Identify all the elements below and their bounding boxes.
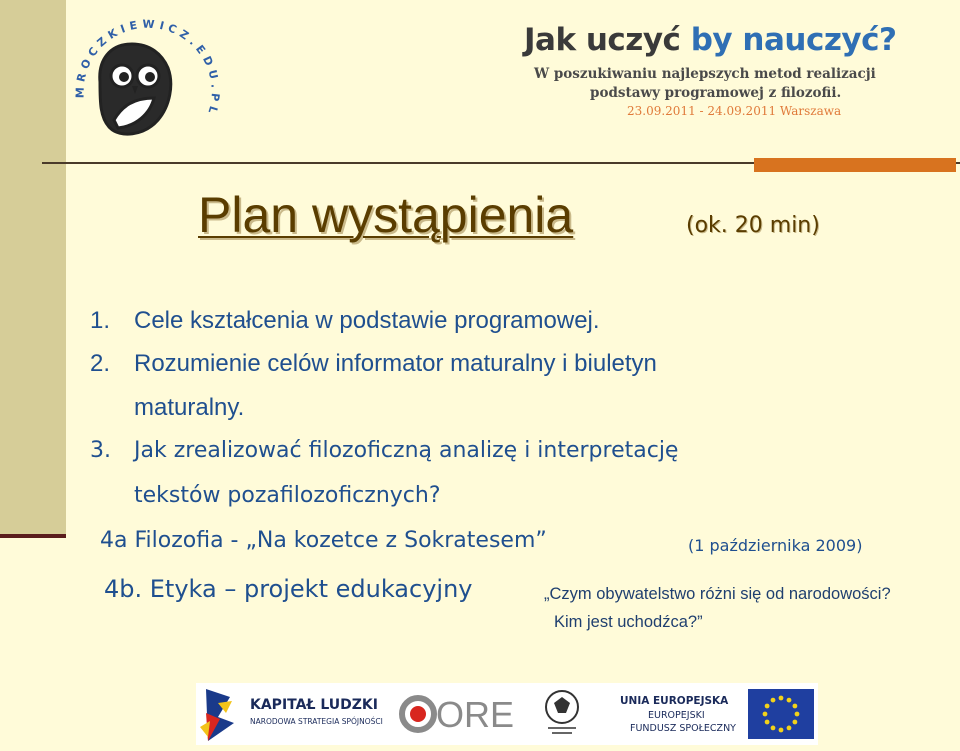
eu-star-icon — [779, 728, 784, 733]
eu-star-icon — [765, 720, 770, 725]
agenda-item-3-continuation: tekstów pozafilozoficznych? — [134, 483, 441, 508]
conference-date: 23.09.2011 - 24.09.2011 Warszawa — [627, 104, 842, 118]
footer-logo-bar — [196, 683, 818, 745]
header-orange-bar — [754, 158, 956, 172]
ue-line-3: FUNDUSZ SPOŁECZNY — [630, 723, 736, 734]
agenda-item-4b-question-1: „Czym obywatelstwo różni się od narodowości? — [544, 585, 891, 603]
eagle-emblem-icon — [532, 683, 592, 745]
owl-icon — [70, 10, 230, 150]
agenda-item-2-text: Rozumienie celów informator maturalny i biuletyn — [134, 350, 657, 377]
ore-logo — [396, 683, 515, 745]
kapital-ludzki-title: KAPITAŁ LUDZKI — [250, 697, 378, 713]
agenda-item-2-number: 2. — [90, 350, 111, 377]
kapital-ludzki-logo — [198, 683, 388, 745]
unia-europejska-logo — [620, 683, 816, 745]
left-decorative-band — [0, 0, 66, 536]
eu-star-icon — [795, 712, 800, 717]
eu-star-icon — [787, 698, 792, 703]
agenda-item-4a-note: (1 października 2009) — [688, 536, 863, 555]
conference-title — [524, 22, 954, 62]
kapital-ludzki-subtitle: NARODOWA STRATEGIA SPÓJNOŚCI — [250, 717, 383, 726]
conference-title-part2: by nauczyć? — [690, 22, 897, 58]
agenda-item-4b: 4b. Etyka – projekt edukacyjny — [104, 575, 473, 603]
agenda-item-4b-question-2: Kim jest uchodźca?” — [554, 613, 703, 631]
agenda-item-2-continuation: maturalny. — [134, 394, 245, 421]
eu-star-icon — [771, 698, 776, 703]
ue-line-1: UNIA EUROPEJSKA — [620, 695, 729, 707]
agenda-item-1-number: 1. — [90, 307, 111, 334]
agenda-item-4a: 4a Filozofia - „Na kozetce z Sokratesem” — [100, 528, 547, 553]
left-accent-line — [0, 534, 66, 538]
eu-star-icon — [787, 726, 792, 731]
conference-subtitle-line2: podstawy programowej z filozofii. — [590, 85, 842, 101]
slide-title: Plan wystąpienia — [198, 187, 574, 243]
mroczkiewicz-logo — [70, 10, 230, 150]
logo-ring-text: MROCZKIEWICZ.EDU.PL — [73, 17, 222, 120]
agenda-item-3-text: Jak zrealizować filozoficzną analizę i interpretację — [134, 438, 679, 463]
agenda-item-1 — [90, 307, 600, 334]
kapital-ludzki-emblem-icon — [198, 683, 244, 745]
ue-line-2: EUROPEJSKI — [648, 710, 705, 721]
eu-star-icon — [763, 712, 768, 717]
agenda-item-3-number: 3. — [90, 438, 111, 463]
eu-star-icon — [779, 696, 784, 701]
conference-subtitle-line1: W poszukiwaniu najlepszych metod realizacji — [534, 66, 876, 82]
agenda-item-2 — [90, 350, 657, 377]
agenda-item-3 — [90, 440, 678, 462]
conference-title-part1: Jak uczyć — [524, 22, 681, 58]
ore-logo-graphic — [396, 683, 515, 745]
eu-star-icon — [765, 704, 770, 709]
eu-star-icon — [793, 720, 798, 725]
agenda-item-1-text: Cele kształcenia w podstawie programowej. — [134, 307, 600, 334]
eu-flag-icon — [748, 689, 814, 739]
eu-star-icon — [771, 726, 776, 731]
ore-text: ORE — [436, 694, 515, 735]
university-emblem — [532, 683, 592, 745]
eu-star-icon — [793, 704, 798, 709]
slide-duration: (ok. 20 min) — [686, 213, 820, 238]
